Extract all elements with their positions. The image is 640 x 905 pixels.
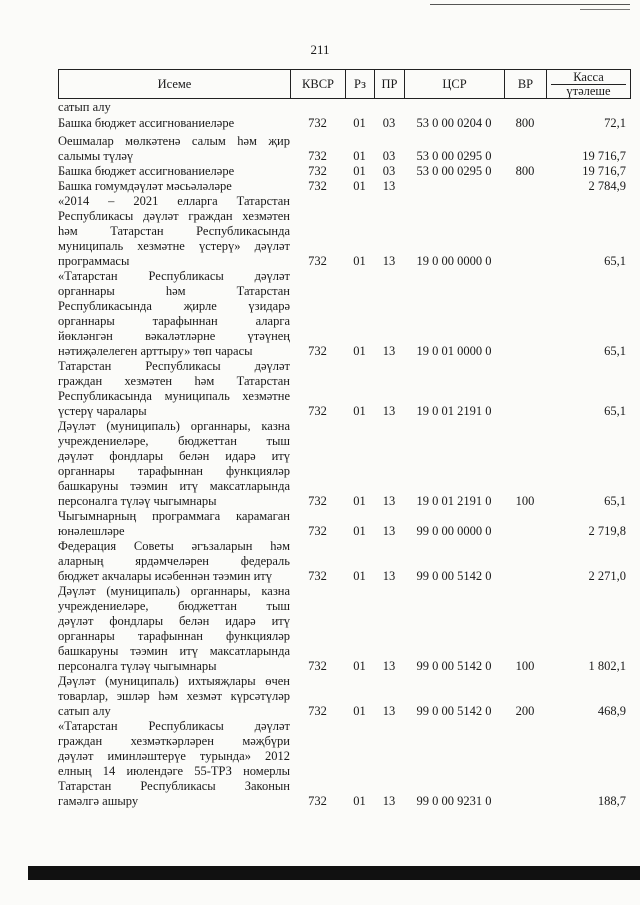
row-name-line: үстерү чаралары xyxy=(58,404,147,418)
row-name-line: товарлар, эшләр һәм хезмәт күрсәтүләр xyxy=(58,689,290,703)
cell-csr: 19 0 00 0000 0 xyxy=(416,254,492,268)
cell-kvsr: 732 xyxy=(308,254,327,268)
cell-sum: 188,7 xyxy=(597,794,626,808)
row-name-line: граждан хезмәткәрләрен мәҗбүри xyxy=(58,734,290,748)
row-name-line: Башка бюджет ассигнованиеләре xyxy=(58,116,235,130)
cell-rz: 01 xyxy=(353,116,366,130)
row-name xyxy=(58,164,290,179)
cell-rz: 01 xyxy=(353,494,366,508)
table-row xyxy=(58,584,630,674)
row-name-line: Чыгымнарның программага карамаган xyxy=(58,509,290,523)
cell-sum: 468,9 xyxy=(597,704,626,718)
cell-pr: 13 xyxy=(382,494,396,508)
table-row xyxy=(58,116,630,131)
table-header xyxy=(58,69,631,99)
cell-kvsr: 732 xyxy=(308,569,327,583)
cell-csr: 19 0 01 2191 0 xyxy=(416,404,492,418)
page-number: 211 xyxy=(310,42,330,57)
row-name xyxy=(58,269,290,359)
row-name-line: «2014 – 2021 елларга Татарстан xyxy=(58,194,290,208)
cell-pr: 13 xyxy=(382,569,396,583)
cell-pr: 03 xyxy=(382,149,396,163)
cell-kvsr: 732 xyxy=(308,494,327,508)
cell-rz: 01 xyxy=(353,404,366,418)
cell-vr: 100 xyxy=(515,659,535,673)
row-name-line: органнары тарафыннан функцияләр xyxy=(58,464,290,478)
row-name-line: сатып алу xyxy=(58,100,111,114)
row-name-line: персоналга түләү чыгымнары xyxy=(58,659,217,673)
row-name-line: аларның ярдәмчеләрен федераль xyxy=(58,554,290,568)
cell-csr: 99 0 00 5142 0 xyxy=(416,659,492,673)
row-name-line: Республикасында муниципаль хезмәтне xyxy=(58,389,290,403)
cell-pr: 13 xyxy=(382,659,396,673)
row-name-line: Республикасында җирле үзидарә xyxy=(58,299,290,313)
cell-sum: 19 716,7 xyxy=(582,164,626,178)
cell-rz: 01 xyxy=(353,794,366,808)
table-row xyxy=(58,134,630,164)
row-name-line: программасы xyxy=(58,254,130,268)
row-name-line: сатып алу xyxy=(58,704,111,718)
top-rule-short xyxy=(580,9,630,10)
row-name xyxy=(58,134,290,164)
row-name xyxy=(58,359,290,419)
cell-pr: 13 xyxy=(382,524,396,538)
cell-rz: 01 xyxy=(353,344,366,358)
header-name: Исеме xyxy=(59,70,291,99)
row-name-line: органнары тарафыннан функцияләр xyxy=(58,629,290,643)
row-name xyxy=(58,509,290,539)
row-name-line: дәүләт фондлары белән идарә итү xyxy=(58,614,290,628)
row-name-line: Башка гомумдәүләт мәсьәләләре xyxy=(58,179,232,193)
row-name-line: учреждениеләре, бюджеттан тыш xyxy=(58,599,290,613)
row-name-line: «Татарстан Республикасы дәүләт xyxy=(58,269,290,283)
cell-rz: 01 xyxy=(353,149,366,163)
cell-csr: 53 0 00 0204 0 xyxy=(416,116,492,130)
cell-kvsr: 732 xyxy=(308,659,327,673)
cell-vr: 100 xyxy=(515,494,535,508)
table-body xyxy=(58,100,630,809)
cell-rz: 01 xyxy=(353,524,366,538)
cell-sum: 1 802,1 xyxy=(588,659,626,673)
cell-kvsr: 732 xyxy=(308,344,327,358)
cell-rz: 01 xyxy=(353,254,366,268)
header-kassa xyxy=(547,70,631,99)
cell-csr: 53 0 00 0295 0 xyxy=(416,164,492,178)
row-name-line: Дәүләт (муниципаль) органнары, казна xyxy=(58,584,290,598)
row-name-line: башкаруны тәэмин итү максатларында xyxy=(58,479,290,493)
cell-pr: 03 xyxy=(382,164,396,178)
cell-csr: 99 0 00 5142 0 xyxy=(416,569,492,583)
cell-sum: 2 784,9 xyxy=(588,179,626,193)
row-name-line: гамәлгә ашыру xyxy=(58,794,139,808)
cell-vr: 800 xyxy=(515,164,535,178)
cell-rz: 01 xyxy=(353,659,366,673)
header-csr: ЦСР xyxy=(405,70,505,99)
cell-kvsr: 732 xyxy=(308,149,327,163)
cell-csr: 19 0 01 0000 0 xyxy=(416,344,492,358)
row-name-line: юнәлешләре xyxy=(58,524,125,538)
cell-vr: 200 xyxy=(515,704,535,718)
row-name-line: Федерация Советы әгъзаларын һәм xyxy=(58,539,290,553)
row-name-line: «Татарстан Республикасы дәүләт xyxy=(58,719,290,733)
cell-csr: 99 0 00 9231 0 xyxy=(416,794,492,808)
cell-kvsr: 732 xyxy=(308,164,327,178)
cell-rz: 01 xyxy=(353,179,366,193)
row-name-line: учреждениеләре, бюджеттан тыш xyxy=(58,434,290,448)
row-name xyxy=(58,584,290,674)
cell-csr: 99 0 00 0000 0 xyxy=(416,524,492,538)
row-name-line: елның 14 июлендәге 55-ТРЗ номерлы xyxy=(58,764,290,778)
header-rz: Рз xyxy=(346,70,375,99)
row-name xyxy=(58,719,290,809)
header-kvsr: КВСР xyxy=(291,70,346,99)
cell-pr: 13 xyxy=(382,344,396,358)
table-row xyxy=(58,100,630,115)
cell-pr: 13 xyxy=(382,254,396,268)
cell-sum: 65,1 xyxy=(604,254,626,268)
row-name-line: һәм Татарстан Республикасында xyxy=(58,224,290,238)
cell-pr: 13 xyxy=(382,404,396,418)
table-row xyxy=(58,674,630,719)
table-row xyxy=(58,269,630,359)
row-name-line: Татарстан Республикасы Законын xyxy=(58,779,290,793)
row-name-line: органнары һәм Татарстан xyxy=(58,284,290,298)
row-name-line: граждан хезмәтен һәм Татарстан xyxy=(58,374,290,388)
row-name-line: башкаруны тәэмин итү максатларында xyxy=(58,644,290,658)
row-name-line: дәүләт фондлары белән идарә итү xyxy=(58,449,290,463)
row-name-line: органнары тарафыннан аларга xyxy=(58,314,290,328)
row-name xyxy=(58,100,290,115)
row-name xyxy=(58,116,290,131)
row-name-line: Республикасы дәүләт граждан хезмәтен xyxy=(58,209,290,223)
cell-sum: 65,1 xyxy=(604,344,626,358)
row-name-line: бюджет акчалары исәбеннән тәэмин итү xyxy=(58,569,273,583)
row-name-line: Татарстан Республикасы дәүләт xyxy=(58,359,290,373)
cell-pr: 13 xyxy=(382,704,396,718)
cell-kvsr: 732 xyxy=(308,704,327,718)
row-name xyxy=(58,419,290,509)
cell-sum: 2 271,0 xyxy=(588,569,626,583)
table-row xyxy=(58,419,630,509)
cell-pr: 03 xyxy=(382,116,396,130)
cell-sum: 2 719,8 xyxy=(588,524,626,538)
table-row xyxy=(58,539,630,584)
cell-csr: 19 0 01 2191 0 xyxy=(416,494,492,508)
table-row xyxy=(58,179,630,194)
cell-sum: 65,1 xyxy=(604,494,626,508)
table-row xyxy=(58,164,630,179)
cell-csr: 53 0 00 0295 0 xyxy=(416,149,492,163)
row-name-line: салымы түләү xyxy=(58,149,134,163)
row-name-line: нәтиҗәлелеген арттыру» төп чарасы xyxy=(58,344,253,358)
cell-kvsr: 732 xyxy=(308,179,327,193)
cell-kvsr: 732 xyxy=(308,524,327,538)
row-name xyxy=(58,674,290,719)
header-kassa-line2: үтәлеше xyxy=(551,84,626,98)
table-row xyxy=(58,194,630,269)
top-rule xyxy=(430,4,630,5)
row-name-line: Оешмалар мөлкәтенә салым һәм җир xyxy=(58,134,290,148)
table-row xyxy=(58,359,630,419)
row-name-line: йөкләнгән вәкаләтләрне үтәүнең xyxy=(58,329,290,343)
cell-csr: 99 0 00 5142 0 xyxy=(416,704,492,718)
cell-sum: 65,1 xyxy=(604,404,626,418)
cell-sum: 72,1 xyxy=(604,116,626,130)
cell-kvsr: 732 xyxy=(308,404,327,418)
row-name-line: персоналга түләү чыгымнары xyxy=(58,494,217,508)
header-vr: ВР xyxy=(505,70,547,99)
row-name-line: дәүләт иминләштерүе турында» 2012 xyxy=(58,749,290,763)
row-name xyxy=(58,194,290,269)
cell-pr: 13 xyxy=(382,794,396,808)
row-name xyxy=(58,539,290,584)
cell-kvsr: 732 xyxy=(308,116,327,130)
table-row xyxy=(58,719,630,809)
cell-rz: 01 xyxy=(353,704,366,718)
cell-vr: 800 xyxy=(515,116,535,130)
cell-rz: 01 xyxy=(353,569,366,583)
table-row xyxy=(58,509,630,539)
cell-rz: 01 xyxy=(353,164,366,178)
row-name-line: Башка бюджет ассигнованиеләре xyxy=(58,164,235,178)
scan-edge-bar xyxy=(28,866,640,880)
cell-sum: 19 716,7 xyxy=(582,149,626,163)
row-name xyxy=(58,179,290,194)
row-name-line: Дәүләт (муниципаль) ихтыяҗлары өчен xyxy=(58,674,290,688)
header-kassa-line1: Касса xyxy=(573,69,604,84)
row-name-line: муниципаль хезмәтне үстерү» дәүләт xyxy=(58,239,290,253)
cell-kvsr: 732 xyxy=(308,794,327,808)
row-name-line: Дәүләт (муниципаль) органнары, казна xyxy=(58,419,290,433)
cell-pr: 13 xyxy=(382,179,396,193)
header-pr: ПР xyxy=(375,70,405,99)
